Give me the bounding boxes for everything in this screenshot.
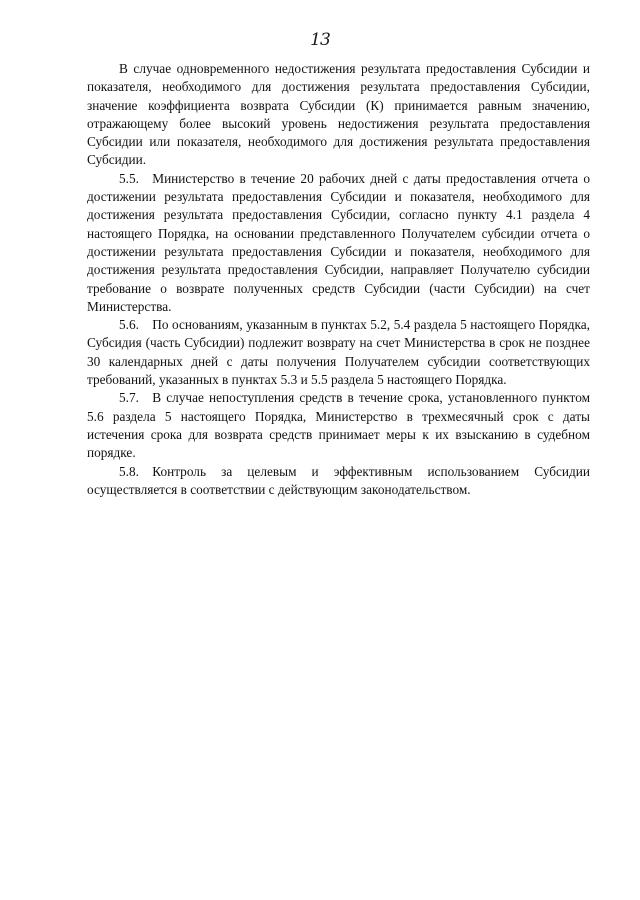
paragraph-5-6: 5.6. По основаниям, указанным в пунктах 5.2, 5.4 раздела 5 настоящего Порядка, Субсидия (часть Субсидии) подлежит возврату на счет Министерства в срок не позднее 30 календарных дней с даты получения Получателем субсидии соответствующих требований, указанных в пунктах 5.3 и 5.5 раздела 5 настоящего Порядка.: [87, 317, 590, 388]
paragraph-5-7: 5.7. В случае непоступления средств в течение срока, установленного пунктом 5.6 раздела 5 настоящего Порядка, Министерство в трехмесячный срок с даты истечения срока для возврата средств принимает меры к их взысканию в судебном порядке.: [87, 390, 590, 461]
page-number: 13: [310, 30, 330, 50]
paragraph-5-5: 5.5. Министерство в течение 20 рабочих дней с даты предоставления отчета о достижении результата предоставления Субсидии и показателя, необходимого для достижения результата предоставления Субсидии, согласно пункту 4.1 раздела 4 настоящего Порядка, на основании представленного Получателем субсидии отчета о достижении результата предоставления Субсидии и показателя, необходимого для достижения результата предоставления Субсидии, направляет Получателю субсидии требование о возврате полученных средств Субсидии (части Субсидии) на счет Министерства.: [87, 170, 590, 314]
document-body: [87, 60, 590, 499]
paragraph-5-8: 5.8. Контроль за целевым и эффективным использованием Субсидии осуществляется в соответствии с действующим законодательством.: [87, 463, 590, 497]
paragraph-refund-coefficient: В случае одновременного недостижения результата предоставления Субсидии и показателя, необходимого для достижения результата предоставления Субсидии, значение коэффициента возврата Субсидии (К) принимается равным значению, отражающему более высокий уровень недостижения результата предоставления Субсидии или показателя, необходимого для достижения результата предоставления Субсидии.: [87, 61, 590, 168]
